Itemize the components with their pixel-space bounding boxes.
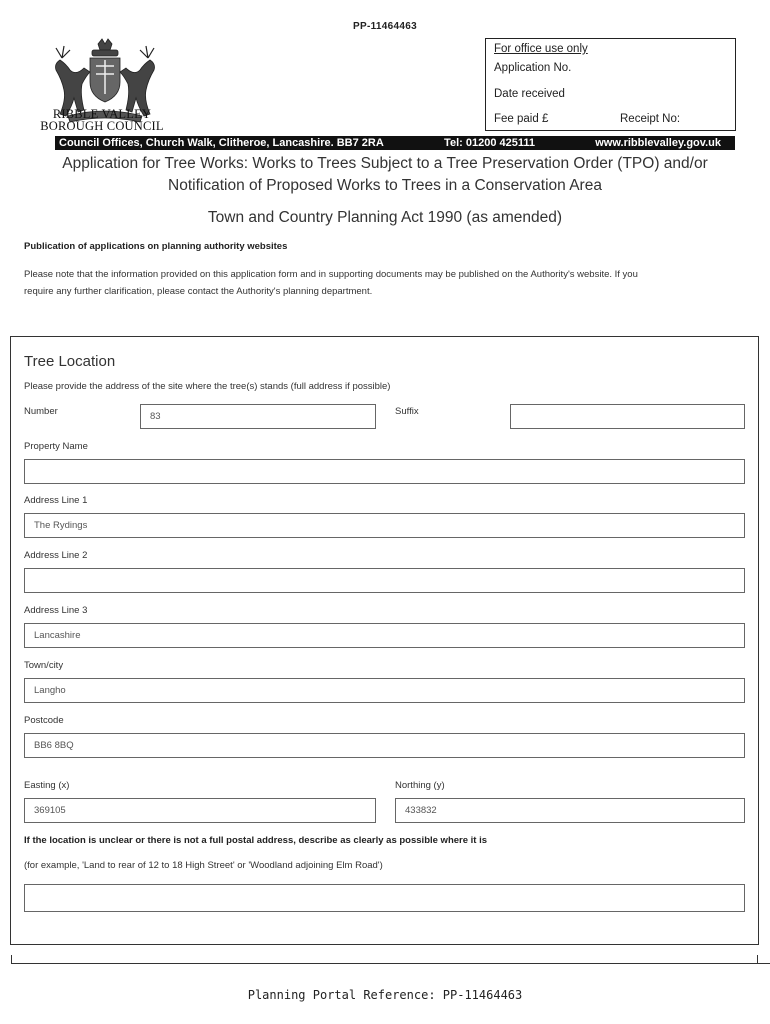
office-use-title: For office use only: [494, 43, 588, 55]
location-description-field[interactable]: [24, 884, 745, 912]
office-application-no: Application No.: [494, 62, 572, 74]
contact-web: www.ribblevalley.gov.uk: [595, 137, 721, 149]
form-title-line2: Notification of Proposed Works to Trees in a Conservation Area: [168, 177, 602, 194]
address2-label: Address Line 2: [24, 550, 88, 561]
northing-field[interactable]: 433832: [395, 798, 745, 823]
next-section-border: [11, 963, 770, 964]
office-receipt-no: Receipt No:: [620, 113, 681, 125]
suffix-field[interactable]: [510, 404, 745, 429]
council-name: RIBBLE VALLEY BOROUGH COUNCIL: [40, 107, 164, 133]
section-description: Please provide the address of the site where the tree(s) stands (full address if possible): [24, 381, 391, 392]
property-name-label: Property Name: [24, 441, 88, 452]
address3-label: Address Line 3: [24, 605, 88, 616]
publication-heading: Publication of applications on planning authority websites: [24, 241, 288, 252]
top-reference: PP-11464463: [353, 21, 417, 32]
easting-field[interactable]: 369105: [24, 798, 376, 823]
address3-field[interactable]: Lancashire: [24, 623, 745, 648]
number-field[interactable]: 83: [140, 404, 376, 429]
number-label: Number: [24, 406, 58, 417]
unclear-location-label: If the location is unclear or there is not a full postal address, describe as clearly as possible where it is: [24, 835, 488, 846]
office-use-box: [485, 38, 736, 131]
address1-field[interactable]: The Rydings: [24, 513, 745, 538]
suffix-label: Suffix: [395, 406, 419, 417]
form-title-line1: Application for Tree Works: Works to Trees Subject to a Tree Preservation Order (TPO) and/or: [62, 155, 708, 172]
section-title: Tree Location: [24, 353, 116, 370]
postcode-label: Postcode: [24, 715, 64, 726]
publication-notice: Please note that the information provided on this application form and in supporting documents may be published on the Authority's website. If you require any further clarification, please contact the Authority's planning department.: [24, 269, 638, 297]
town-field[interactable]: Langho: [24, 678, 745, 703]
property-name-field[interactable]: [24, 459, 745, 484]
northing-label: Northing (y): [395, 780, 445, 791]
contact-bar: [55, 136, 735, 150]
postcode-field[interactable]: BB6 8BQ: [24, 733, 745, 758]
next-section-border-right: [757, 955, 758, 963]
location-example-text: (for example, 'Land to rear of 12 to 18 High Street' or 'Woodland adjoining Elm Road'): [24, 860, 383, 871]
act-title: Town and Country Planning Act 1990 (as amended): [207, 209, 563, 226]
address1-label: Address Line 1: [24, 495, 88, 506]
easting-label: Easting (x): [24, 780, 70, 791]
contact-address: Council Offices, Church Walk, Clitheroe, Lancashire. BB7 2RA: [59, 137, 384, 149]
office-fee-paid: Fee paid £: [494, 113, 549, 125]
address2-field[interactable]: [24, 568, 745, 593]
next-section-border-left: [11, 955, 12, 963]
contact-tel: Tel: 01200 425111: [444, 137, 535, 149]
office-date-received: Date received: [494, 88, 565, 100]
footer-reference: Planning Portal Reference: PP-11464463: [247, 988, 523, 1002]
town-label: Town/city: [24, 660, 64, 671]
